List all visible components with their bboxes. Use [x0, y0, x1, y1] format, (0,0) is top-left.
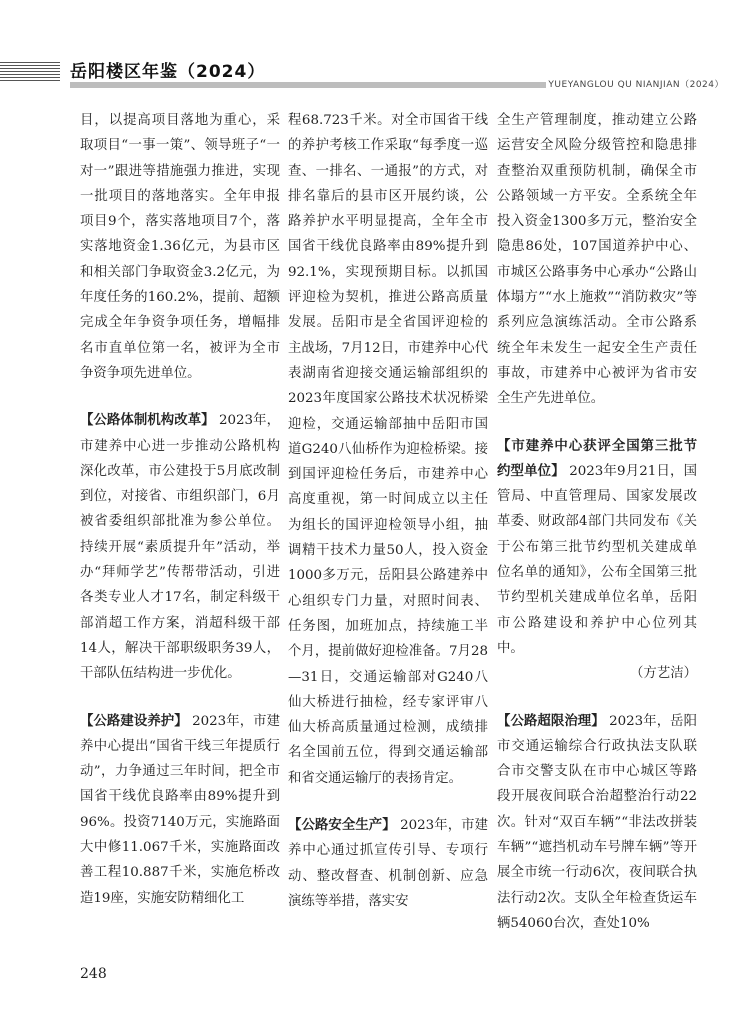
paragraph	[80, 408, 280, 686]
paragraph-text: 2023年，岳阳市交通运输综合行政执法支队联合市交警支队在市中心城区等路段开展夜间联合治超整治行动22次。针对“双百车辆”“非法改拼装车辆”“遮挡机动车号牌车辆”等开展全市统一行动6次，夜间联合执法行动2次。支队全年检查货运车辆54060台次，查处10%	[497, 713, 698, 931]
paragraph-text: 2023年，市建养中心通过抓宣传引导、专项行动、整改督查、机制创新、应急演练等举措，落实安	[288, 818, 489, 909]
column-2	[288, 108, 488, 914]
section-heading: 【公路超限治理】	[497, 713, 605, 729]
page-header	[0, 0, 750, 95]
paragraph	[497, 709, 697, 937]
column-3	[497, 108, 697, 936]
paragraph	[497, 434, 697, 662]
section-heading: 【市建养中心获评全国第三批节约型单位】	[497, 438, 697, 479]
yearbook-title: 岳阳楼区年鉴（2024）	[70, 62, 266, 82]
author-credit: （方艺洁）	[630, 666, 697, 682]
section-heading: 【公路安全生产】	[288, 818, 396, 834]
yearbook-subtitle: YUEYANGLOU QU NIANJIAN（2024）	[546, 77, 726, 90]
paragraph: 目，以提高项目落地为重心，采取项目“一事一策”、领导班子“一对一”跟进等措施强力推进，实现一批项目的落地落实。全年申报项目9个，落实落地项目7个，落实落地资金1.36亿元，为县市区和相关部门争取资金3.2亿元，为年度任务的160.2%，提前、超额完成全年争资争项任务，增幅排名市直单位第一名，被评为全市争资争项先进单位。	[80, 113, 280, 381]
column-1	[80, 108, 280, 911]
paragraph	[288, 813, 488, 914]
paragraph: 程68.723千米。对全市国省干线的养护考核工作采取“每季度一巡查、一排名、一通报”的方式，对排名靠后的县市区开展约谈，公路养护水平明显提高，全年全市国省干线优良路率由89%提升到92.1%，实现预期目标。以抓国评迎检为契机，推进公路高质量发展。岳阳市是全省国评迎检的主战场，7月12日，市建养中心代表湖南省迎接交通运输部组织的2023年度国家公路技术状况桥梁迎检，交通运输部抽中岳阳市国道G240八仙桥作为迎检桥梁。接到国评迎检任务后，市建养中心高度重视，第一时间成立以主任为组长的国评迎检领导小组，抽调精干技术力量50人，投入资金1000多万元，岳阳县公路建养中心组织专门力量，对照时间表、任务图，加班加点，持续施工半个月，提前做好迎检准备。7月28—31日，交通运输部对G240八仙大桥进行抽检，经专家评审八仙大桥高质量通过检测，成绩排名全国前五位，得到交通运输部和省交通运输厅的表扬肯定。	[288, 113, 488, 786]
paragraph-text: 2023年9月21日，国管局、中直管理局、国家发展改革委、财政部4部门共同发布《关于公布第三批节约型机关建成单位名单的通知》，公布全国第三批节约型机关建成单位名单，岳阳市公路建设和养护中心位列其中。	[497, 463, 698, 656]
section-heading: 【公路体制机构改革】	[80, 413, 215, 429]
section-heading: 【公路建设养护】	[80, 713, 188, 729]
paragraph-text: 2023年，市建养中心进一步推动公路机构深化改革，市公建投于5月底改制到位，对接省、市组织部门，6月被省委组织部批准为参公单位。持续开展“素质提升年”活动，举办“拜师学艺”传帮带活动，引进各类专业人才17名，制定科级干部消超工作方案，消超科级干部14人，解决干部职级职务39人，干部队伍结构进一步优化。	[80, 413, 281, 682]
header-stripes	[0, 62, 60, 83]
page-number: 248	[80, 966, 107, 982]
paragraph	[80, 709, 280, 911]
paragraph-text: 2023年，市建养中心提出“国省干线三年提质行动”，力争通过三年时间，把全市国省干线优良路率由89%提升到96%。投资7140万元，实施路面大中修11.067千米，实施路面改善工程10.887千米，实施危桥改造19座，实施安防精细化工	[80, 713, 281, 906]
paragraph: 全生产管理制度，推动建立公路运营安全风险分级管控和隐患排查整治双重预防机制，确保全市公路领域一方平安。全系统全年投入资金1300多万元，整治安全隐患86处，107国道养护中心、市城区公路事务中心承办“公路山体塌方”“水上施救”“消防救灾”等系列应急演练活动。全市公路系统全年未发生一起安全生产责任事故，市建养中心被评为省市安全生产先进单位。	[497, 113, 697, 407]
